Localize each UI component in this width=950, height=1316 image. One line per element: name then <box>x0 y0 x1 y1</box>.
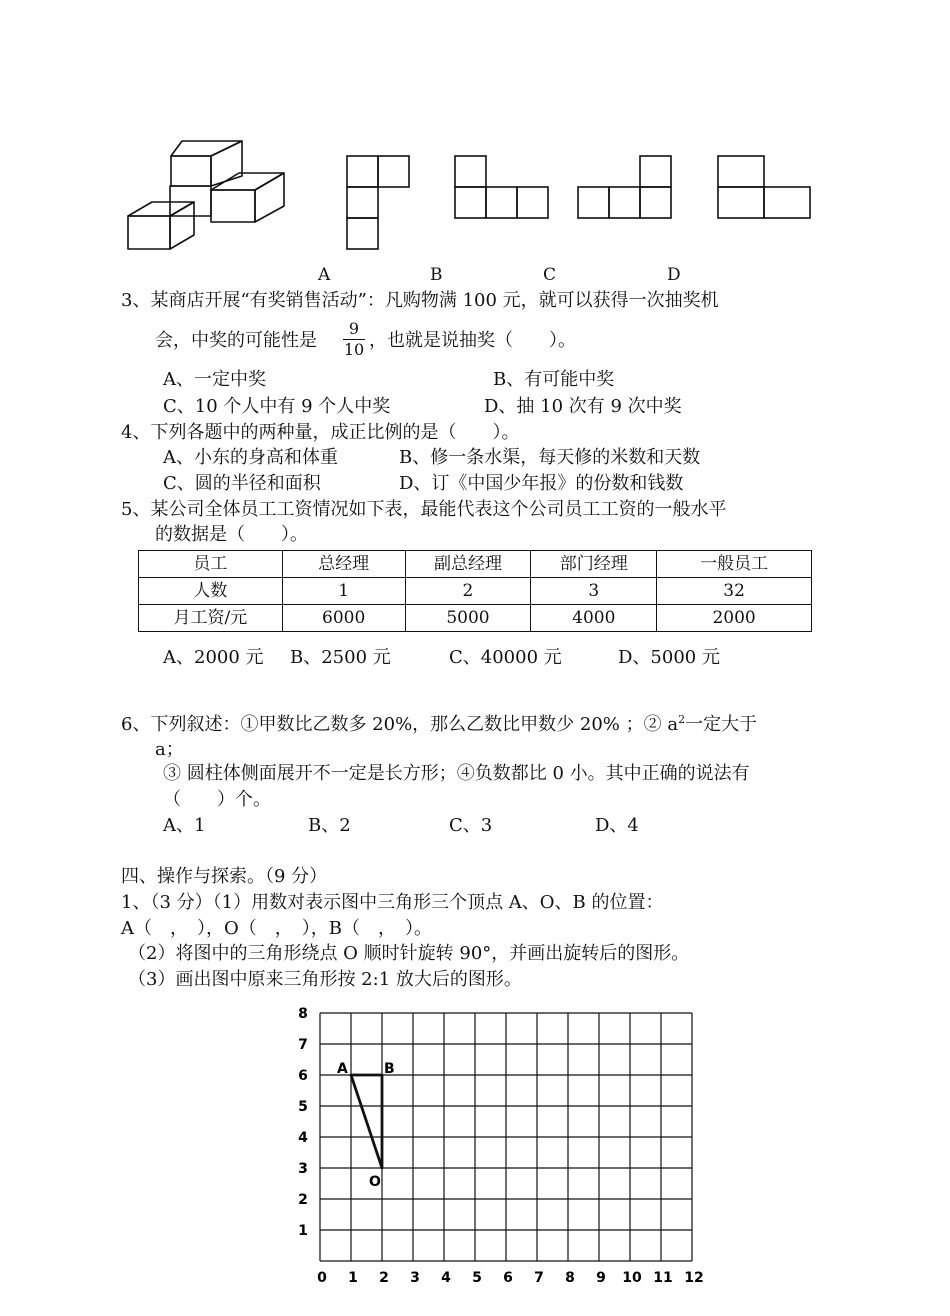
y-tick-label: 4 <box>298 1130 308 1146</box>
y-tick-label: 2 <box>298 1192 308 1208</box>
q3-option-c: C、10 个人中有 9 个人中奖 <box>163 396 391 417</box>
q3-line1: 3、某商店开展“有奖销售活动”：凡购物满 100 元，就可以获得一次抽奖机 <box>121 290 719 311</box>
q4-option-d: D、订《中国少年报》的份数和钱数 <box>399 473 684 494</box>
x-tick-label: 7 <box>534 1270 544 1286</box>
y-tick-label: 1 <box>298 1223 308 1239</box>
option-label-c: C <box>543 265 557 285</box>
fraction-denominator: 10 <box>343 340 365 359</box>
q4-stem: 4、下列各题中的两种量，成正比例的是（ ）。 <box>121 422 520 443</box>
q6-line3: ③ 圆柱体侧面展开不一定是长方形；④负数都比 0 小。其中正确的说法有 <box>163 763 750 784</box>
x-tick-label: 8 <box>565 1270 575 1286</box>
table-cell: 32 <box>657 578 812 605</box>
x-tick-label: 3 <box>410 1270 420 1286</box>
q6-line2: a； <box>155 739 184 760</box>
y-tick-label: 6 <box>298 1068 308 1084</box>
q4-option-a: A、小东的身高和体重 <box>163 447 338 468</box>
option-label-b: B <box>430 265 443 285</box>
q6-line1-part2: 一定大于 <box>685 714 758 735</box>
q5-option-b: B、2500 元 <box>290 647 391 668</box>
y-tick-label: 3 <box>298 1161 308 1177</box>
y-tick-label: 5 <box>298 1099 308 1115</box>
x-tick-label: 2 <box>379 1270 389 1286</box>
triangle-aob <box>351 1075 382 1168</box>
q6-option-d: D、4 <box>595 815 639 836</box>
table-cell: 6000 <box>282 605 405 632</box>
q5-option-a: A、2000 元 <box>163 647 264 668</box>
table-cell: 月工资/元 <box>139 605 283 632</box>
vertex-label-b: B <box>384 1061 395 1077</box>
section4-coords: A（ ， ），O（ ， ），B（ ， ）。 <box>121 918 432 939</box>
section4-title: 四、操作与探索。（9 分） <box>121 866 328 887</box>
q6-option-a: A、1 <box>163 815 206 836</box>
q5-option-d: D、5000 元 <box>618 647 720 668</box>
table-cell: 5000 <box>405 605 531 632</box>
x-tick-label: 12 <box>684 1270 704 1286</box>
x-tick-label: 0 <box>317 1270 327 1286</box>
q4-option-c: C、圆的半径和面积 <box>163 473 321 494</box>
q5-option-c: C、40000 元 <box>449 647 562 668</box>
q3-option-d: D、抽 10 次有 9 次中奖 <box>484 396 682 417</box>
table-header-cell: 总经理 <box>282 551 405 578</box>
table-cell: 2000 <box>657 605 812 632</box>
y-tick-label: 7 <box>298 1037 308 1053</box>
vertex-label-a: A <box>337 1061 348 1077</box>
x-tick-label: 5 <box>472 1270 482 1286</box>
table-cell: 4000 <box>531 605 657 632</box>
q3-line2b: ，也就是说抽奖（ ）。 <box>369 330 576 351</box>
x-tick-label: 4 <box>441 1270 451 1286</box>
q5-line1: 5、某公司全体员工工资情况如下表，最能代表这个公司员工工资的一般水平 <box>121 499 727 520</box>
fraction-numerator: 9 <box>348 319 360 338</box>
table-header-cell: 副总经理 <box>405 551 531 578</box>
table-header-cell: 部门经理 <box>531 551 657 578</box>
y-tick-label: 8 <box>298 1006 308 1022</box>
q6-exponent: 2 <box>678 713 686 726</box>
vertex-label-o: O <box>369 1174 381 1190</box>
q4-option-b: B、修一条水渠，每天修的米数和天数 <box>399 447 701 468</box>
section4-q1: 1、（3 分）（1）用数对表示图中三角形三个顶点 A、O、B 的位置： <box>121 892 664 913</box>
option-label-d: D <box>667 265 681 285</box>
section4-q1-part2: （2）将图中的三角形绕点 O 顺时针旋转 90°，并画出旋转后的图形。 <box>128 943 690 964</box>
q6-option-b: B、2 <box>308 815 351 836</box>
table-cell: 3 <box>531 578 657 605</box>
x-tick-label: 9 <box>596 1270 606 1286</box>
q3-option-a: A、一定中奖 <box>163 369 266 390</box>
q6-line4: （ ）个。 <box>163 789 271 810</box>
x-tick-label: 10 <box>622 1270 642 1286</box>
x-tick-label: 11 <box>653 1270 673 1286</box>
q5-line2: 的数据是（ ）。 <box>155 524 308 545</box>
q6-option-c: C、3 <box>449 815 493 836</box>
q3-option-b: B、有可能中奖 <box>493 369 615 390</box>
x-tick-label: 1 <box>348 1270 358 1286</box>
table-header-cell: 员工 <box>139 551 283 578</box>
q3-line2a: 会，中奖的可能性是 <box>155 330 317 351</box>
option-label-a: A <box>318 265 331 285</box>
table-header-cell: 一般员工 <box>657 551 812 578</box>
table-cell: 1 <box>282 578 405 605</box>
x-tick-label: 6 <box>503 1270 513 1286</box>
table-cell: 人数 <box>139 578 283 605</box>
table-cell: 2 <box>405 578 531 605</box>
q6-line1-part1: 6、下列叙述：①甲数比乙数多 20%，那么乙数比甲数少 20% ；② a <box>121 714 679 735</box>
section4-q1-part3: （3）画出图中原来三角形按 2:1 放大后的图形。 <box>128 969 522 990</box>
